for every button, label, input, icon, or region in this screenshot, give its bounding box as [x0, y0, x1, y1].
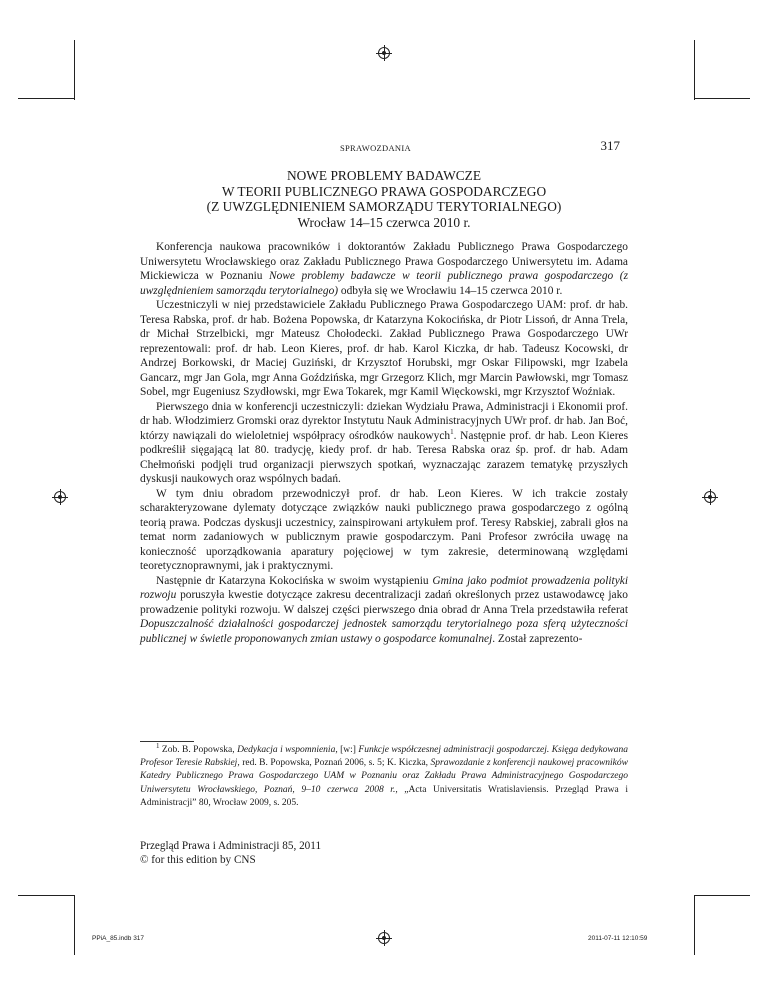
- crop-mark: [18, 98, 74, 99]
- crop-mark: [694, 98, 750, 99]
- crop-mark: [694, 40, 695, 100]
- article-title: [140, 168, 628, 230]
- body-text: [140, 240, 628, 646]
- page-number: 317: [600, 138, 620, 153]
- crop-mark: [74, 40, 75, 100]
- print-slug-timestamp: 2011-07-11 12:10:59: [588, 935, 648, 942]
- title-line: W TEORII PUBLICZNEGO PRAWA GOSPODARCZEGO: [221, 183, 547, 199]
- registration-mark-icon: [378, 932, 390, 944]
- footnote: $^1$ Zob. B. Popowska, Dedykacja i wspomnienia, [w:] Funkcje współczesnej administracji gospodarczej. Księga dedykowana Profesor Teresie Rabskiej, red. B. Popowska, Poznań 2006, s. 5; K. Kiczka, Sprawozdanie z konferencji naukowej pracowników Katedry Publicznego Prawa Gospodarczego UAM w Poznaniu oraz Zakładu Prawa Administracyjnego Gospodarczego Uniwersytetu Wrocławskiego, Poznań, 9–10 czerwca 2008 r., „Acta Universitatis Wratislaviensis. Przegląd Prawa i Administracji” 80, Wrocław 2009, s. 205.: [140, 741, 628, 808]
- paragraph: W tym dniu obradom przewodniczył prof. dr hab. Leon Kieres. W ich trakcie zostały scharakteryzowane dylematy dotyczące związków nauki publicznego prawa gospodarczego z ogólną teorią prawa. Podczas dyskusji uczestnicy, zainspirowani artykułem prof. Teresy Rabskiej, zabrali głos na temat norm zadaniowych w publicznym prawie gospodarczym. Pani Profesor zwróciła uwagę na konieczność uporządkowania aparatury pojęciowej w tym zakresie, determinowaną względami teoretycznoprawnymi, jak i praktycznymi.: [140, 487, 628, 572]
- crop-mark: [18, 895, 74, 896]
- footnote-number: 1: [156, 741, 160, 750]
- title-line: NOWE PROBLEMY BADAWCZE: [286, 168, 482, 183]
- footnote-separator: [140, 741, 194, 742]
- print-slug-file: PPiA_85.indb 317: [92, 935, 145, 942]
- crop-mark: [694, 895, 695, 955]
- paragraph: Konferencja naukowa pracowników i doktorantów Zakładu Publicznego Prawa Gospodarczego Uniwersytetu Wrocławskiego oraz Zakładu Publicznego Prawa Gospodarczego Uniwersytetu im. Adama Mickiewicza w Poznaniu Nowe problemy badawcze w teorii publicznego prawa gospodarczego (z uwzględnieniem samorządu terytorialnego) odbyła się we Wrocławiu 14–15 czerwca 2010 r.: [140, 241, 628, 297]
- copyright-notice: © for this edition by CNS: [140, 853, 256, 866]
- journal-citation: Przegląd Prawa i Administracji 85, 2011: [140, 840, 322, 852]
- running-head: SPRAWOZDANIA: [340, 143, 411, 153]
- paragraph: Uczestniczyli w niej przedstawiciele Zakładu Publicznego Prawa Gospodarczego UAM: prof. dr hab. Teresa Rabska, prof. dr hab. Bożena Popowska, dr Katarzyna Kokocińska, dr Piotr Lissoń, dr Anna Trela, dr Michał Strzelbicki, mgr Mateusz Chołodecki. Zakład Publicznego Prawa Gospodarczego UWr reprezentowali: prof. dr hab. Leon Kieres, prof. dr hab. Karol Kiczka, dr hab. Tadeusz Kocowski, dr Andrzej Borkowski, dr Maciej Guziński, dr Krzysztof Horubski, mgr Oskar Filipowski, mgr Izabela Gancarz, mgr Jan Gola, mgr Anna Goździńska, mgr Grzegorz Klich, mgr Marcin Pawłowski, mgr Tomasz Sobel, mgr Eugeniusz Szydłowski, mgr Ewa Tokarek, mgr Kamil Więckowski, mgr Krzysztof Woźniak.: [140, 299, 628, 398]
- paragraph: Następnie dr Katarzyna Kokocińska w swoim wystąpieniu Gmina jako podmiot prowadzenia polityki rozwoju poruszyła kwestie dotyczące zakresu decentralizacji zadań określonych przez ustawodawcę jako prowadzenie polityki rozwoju. W dalszej części pierwszego dnia obrad dr Anna Trela przedstawiła referat Dopuszczalność działalności gospodarczej jednostek samorządu terytorialnego poza sferą użyteczności publicznej w świetle proponowanych zmian ustawy o gospodarce komunalnej. Został zaprezento-: [140, 574, 628, 645]
- title-date: Wrocław 14–15 czerwca 2010 r.: [297, 214, 471, 230]
- registration-mark-icon: [378, 47, 390, 59]
- journal-imprint: [140, 840, 321, 867]
- title-line: (Z UWZGLĘDNIENIEM SAMORZĄDU TERYTORIALNEGO): [206, 199, 562, 214]
- crop-mark: [74, 895, 75, 955]
- registration-mark-icon: [704, 491, 716, 503]
- paragraph: Pierwszego dnia w konferencji uczestniczyli: dziekan Wydziału Prawa, Administracji i Ekonomii prof. dr hab. Włodzimierz Gromski oraz dyrektor Instytutu Nauk Administracyjnych UWr prof. dr hab. Jan Boć, którzy nawiązali do wieloletniej współpracy ośrodków naukowych$^1$. Następnie prof. dr hab. Leon Kieres podkreślił sięgającą lat 80. tradycję, kiedy prof. dr hab. Teresa Rabska oraz śp. prof. dr hab. Adam Chełmoński podjęli trud organizacji pierwszych spotkań, wyznaczając zarazem tematykę przyszłych dyskusji naukowych oraz wspólnych badań.: [140, 400, 629, 485]
- registration-mark-icon: [54, 491, 66, 503]
- crop-mark: [694, 895, 750, 896]
- footnote-reference: 1: [450, 427, 454, 436]
